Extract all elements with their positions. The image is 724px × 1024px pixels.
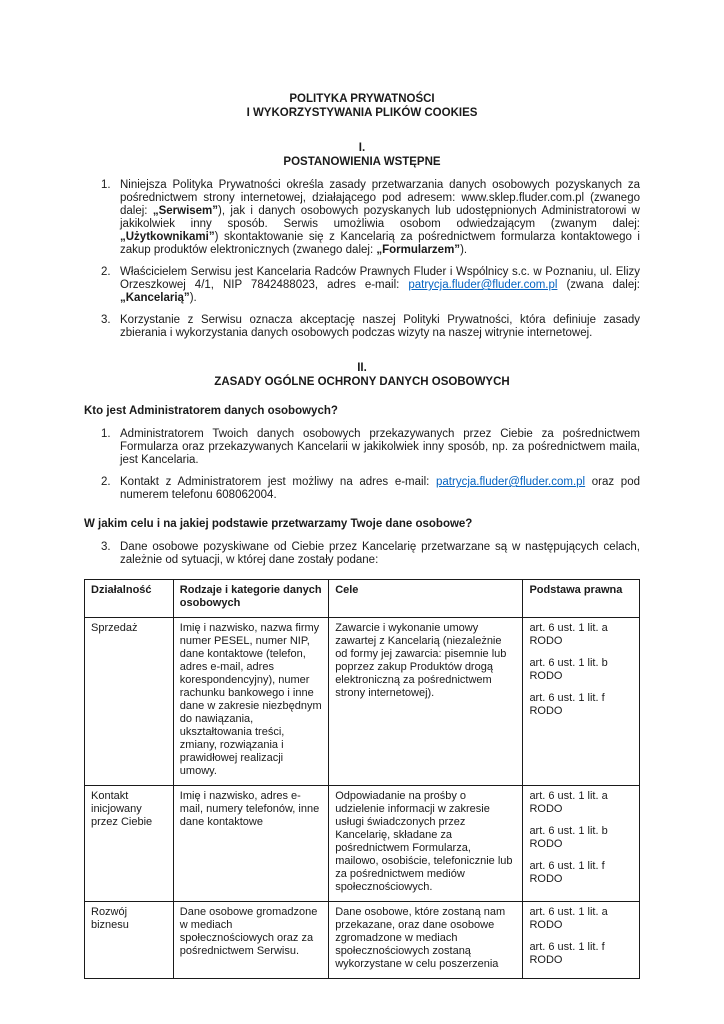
cell-purposes: Odpowiadanie na prośby o udzielenie informacji w zakresie usługi świadczonych przez Kancelarię, składane za pośrednictwem Formularza, mailowo, osobiście, telefonicznie lub za pośrednictwem mediów społecznościowych. bbox=[329, 786, 523, 902]
heading-line: I WYKORZYSTYWANIA PLIKÓW COOKIES bbox=[246, 107, 478, 119]
text-run: Administratorem Twoich danych osobowych przekazywanych przez Ciebie za pośrednictwem Formularza oraz przekazywanych Kancelarii w jakikolwiek inny sposób, np. za pośrednictwem maila, jest Kancelaria. bbox=[120, 428, 640, 466]
legal-basis: art. 6 ust. 1 lit. f RODO bbox=[529, 941, 605, 966]
heading-line: ZASADY OGÓLNE OCHRONY DANYCH OSOBOWYCH bbox=[214, 376, 510, 388]
list-item bbox=[84, 476, 640, 502]
bold-term: „Serwisem” bbox=[152, 205, 219, 217]
numbered-list bbox=[84, 428, 640, 502]
cell-activity: Kontakt inicjowany przez Ciebie bbox=[85, 786, 174, 902]
text-run: Niniejsza Polityka Prywatności określa zasady przetwarzania danych osobowych pozyskanych za pośrednictwem strony internetowej, działającego pod adresem: www.sklep.fluder.com.pl (zwanego dalej: bbox=[120, 179, 640, 217]
text-run: ). bbox=[189, 292, 197, 304]
text-run: Dane osobowe pozyskiwane od Ciebie przez Kancelarię przetwarzane są w następujących celach, zależnie od sytuacji, w której dane zostały podane: bbox=[120, 541, 640, 566]
text-run: ), jak i danych osobowych pozyskanych lub udostępnionych Administratorowi w jakikolwiek inny sposób. Serwis umożliwia osobom odwiedzającym (zwanym dalej: bbox=[120, 205, 640, 230]
cell-legal-bases bbox=[523, 618, 640, 786]
list-item-text bbox=[120, 314, 640, 340]
table-row bbox=[85, 618, 640, 786]
list-item bbox=[84, 314, 640, 340]
cell-data-categories: Imię i nazwisko, nazwa firmy numer PESEL, numer NIP, dane kontaktowe (telefon, adres e-mail, adres korespondencyjny), numer rachunku bankowego i inne dane w zakresie niezbędnym do nawiązania, ukształtowania treści, zmiany, rozwiązania i prawidłowej realizacji umowy. bbox=[173, 618, 328, 786]
email-link[interactable]: patrycja.fluder@fluder.com.pl bbox=[436, 476, 586, 488]
table-row bbox=[85, 902, 640, 979]
legal-basis: art. 6 ust. 1 lit. a RODO bbox=[529, 622, 608, 647]
heading-line: POSTANOWIENIA WSTĘPNE bbox=[283, 156, 441, 168]
column-header: Działalność bbox=[85, 580, 174, 618]
list-item-text bbox=[120, 541, 640, 567]
list-number: 1. bbox=[101, 179, 111, 191]
heading-line: POLITYKA PRYWATNOŚCI bbox=[289, 93, 435, 105]
legal-basis: art. 6 ust. 1 lit. a RODO bbox=[529, 790, 608, 815]
list-item bbox=[84, 179, 640, 257]
section-heading bbox=[84, 141, 640, 169]
heading-line: I. bbox=[358, 142, 366, 154]
text-run: ) skontaktowanie się z Kancelarią za pośrednictwem formularza kontaktowego i zakup produktów elektronicznych (zwanego dalej: bbox=[120, 231, 640, 256]
cell-legal-bases bbox=[523, 902, 640, 979]
legal-basis: art. 6 ust. 1 lit. f RODO bbox=[529, 860, 605, 885]
legal-basis: art. 6 ust. 1 lit. a RODO bbox=[529, 906, 608, 931]
cell-purposes: Dane osobowe, które zostaną nam przekazane, oraz dane osobowe zgromadzone w mediach społecznościowych zostaną wykorzystane w celu poszerzenia bbox=[329, 902, 523, 979]
list-item bbox=[84, 428, 640, 467]
table-row bbox=[85, 786, 640, 902]
legal-basis: art. 6 ust. 1 lit. f RODO bbox=[529, 692, 605, 717]
cell-activity: Rozwój biznesu bbox=[85, 902, 174, 979]
cell-data-categories: Imię i nazwisko, adres e-mail, numery telefonów, inne dane kontaktowe bbox=[173, 786, 328, 902]
list-item-text bbox=[120, 476, 640, 502]
text-run: ). bbox=[460, 244, 468, 256]
list-number: 1. bbox=[101, 428, 111, 440]
email-link[interactable]: patrycja.fluder@fluder.com.pl bbox=[408, 279, 558, 291]
table-header-row bbox=[85, 580, 640, 618]
legal-basis: art. 6 ust. 1 lit. b RODO bbox=[529, 825, 608, 850]
list-number: 3. bbox=[101, 314, 111, 326]
list-item bbox=[84, 541, 640, 567]
bold-term: „Kancelarią” bbox=[120, 292, 190, 304]
text-run: Kontakt z Administratorem jest możliwy na adres e-mail: bbox=[120, 476, 436, 488]
cell-legal-bases bbox=[523, 786, 640, 902]
bold-term: „Użytkownikami” bbox=[120, 231, 215, 243]
column-header: Podstawa prawna bbox=[523, 580, 640, 618]
document-title bbox=[84, 92, 640, 120]
legal-basis: art. 6 ust. 1 lit. b RODO bbox=[529, 657, 608, 682]
list-number: 3. bbox=[101, 541, 111, 553]
cell-activity: Sprzedaż bbox=[85, 618, 174, 786]
column-header: Cele bbox=[329, 580, 523, 618]
numbered-list bbox=[84, 179, 640, 340]
document-content bbox=[84, 92, 640, 979]
text-run: Właścicielem Serwisu jest Kancelaria Radców Prawnych Fluder i Wspólnicy s.c. w Poznaniu, ul. Elizy Orzeszkowej 4/1, NIP 7842488023, adres e-mail: bbox=[120, 266, 640, 291]
list-item bbox=[84, 266, 640, 305]
numbered-list bbox=[84, 541, 640, 567]
list-item-text bbox=[120, 266, 640, 305]
text-run: oraz pod numerem telefonu 608062004. bbox=[120, 476, 640, 501]
list-item-text bbox=[120, 179, 640, 257]
question-heading: W jakim celu i na jakiej podstawie przetwarzamy Twoje dane osobowe? bbox=[84, 518, 473, 530]
list-number: 2. bbox=[101, 266, 111, 278]
question-heading: Kto jest Administratorem danych osobowych? bbox=[84, 405, 338, 417]
list-number: 2. bbox=[101, 476, 111, 488]
column-header: Rodzaje i kategorie danych osobowych bbox=[173, 580, 328, 618]
data-processing-table bbox=[84, 579, 640, 979]
text-run: (zwana dalej: bbox=[557, 279, 640, 291]
heading-line: II. bbox=[357, 362, 367, 374]
cell-data-categories: Dane osobowe gromadzone w mediach społecznościowych oraz za pośrednictwem Serwisu. bbox=[173, 902, 328, 979]
list-item-text bbox=[120, 428, 640, 467]
bold-term: „Formularzem” bbox=[376, 244, 461, 256]
section-heading bbox=[84, 361, 640, 389]
text-run: Korzystanie z Serwisu oznacza akceptację naszej Polityki Prywatności, która definiuje zasady zbierania i wykorzystania danych osobowych podczas wizyty na naszej witrynie internetowej. bbox=[120, 314, 640, 339]
cell-purposes: Zawarcie i wykonanie umowy zawartej z Kancelarią (niezależnie od formy jej zawarcia: pisemnie lub poprzez zakup Produktów drogą elektroniczną za pośrednictwem strony internetowej). bbox=[329, 618, 523, 786]
